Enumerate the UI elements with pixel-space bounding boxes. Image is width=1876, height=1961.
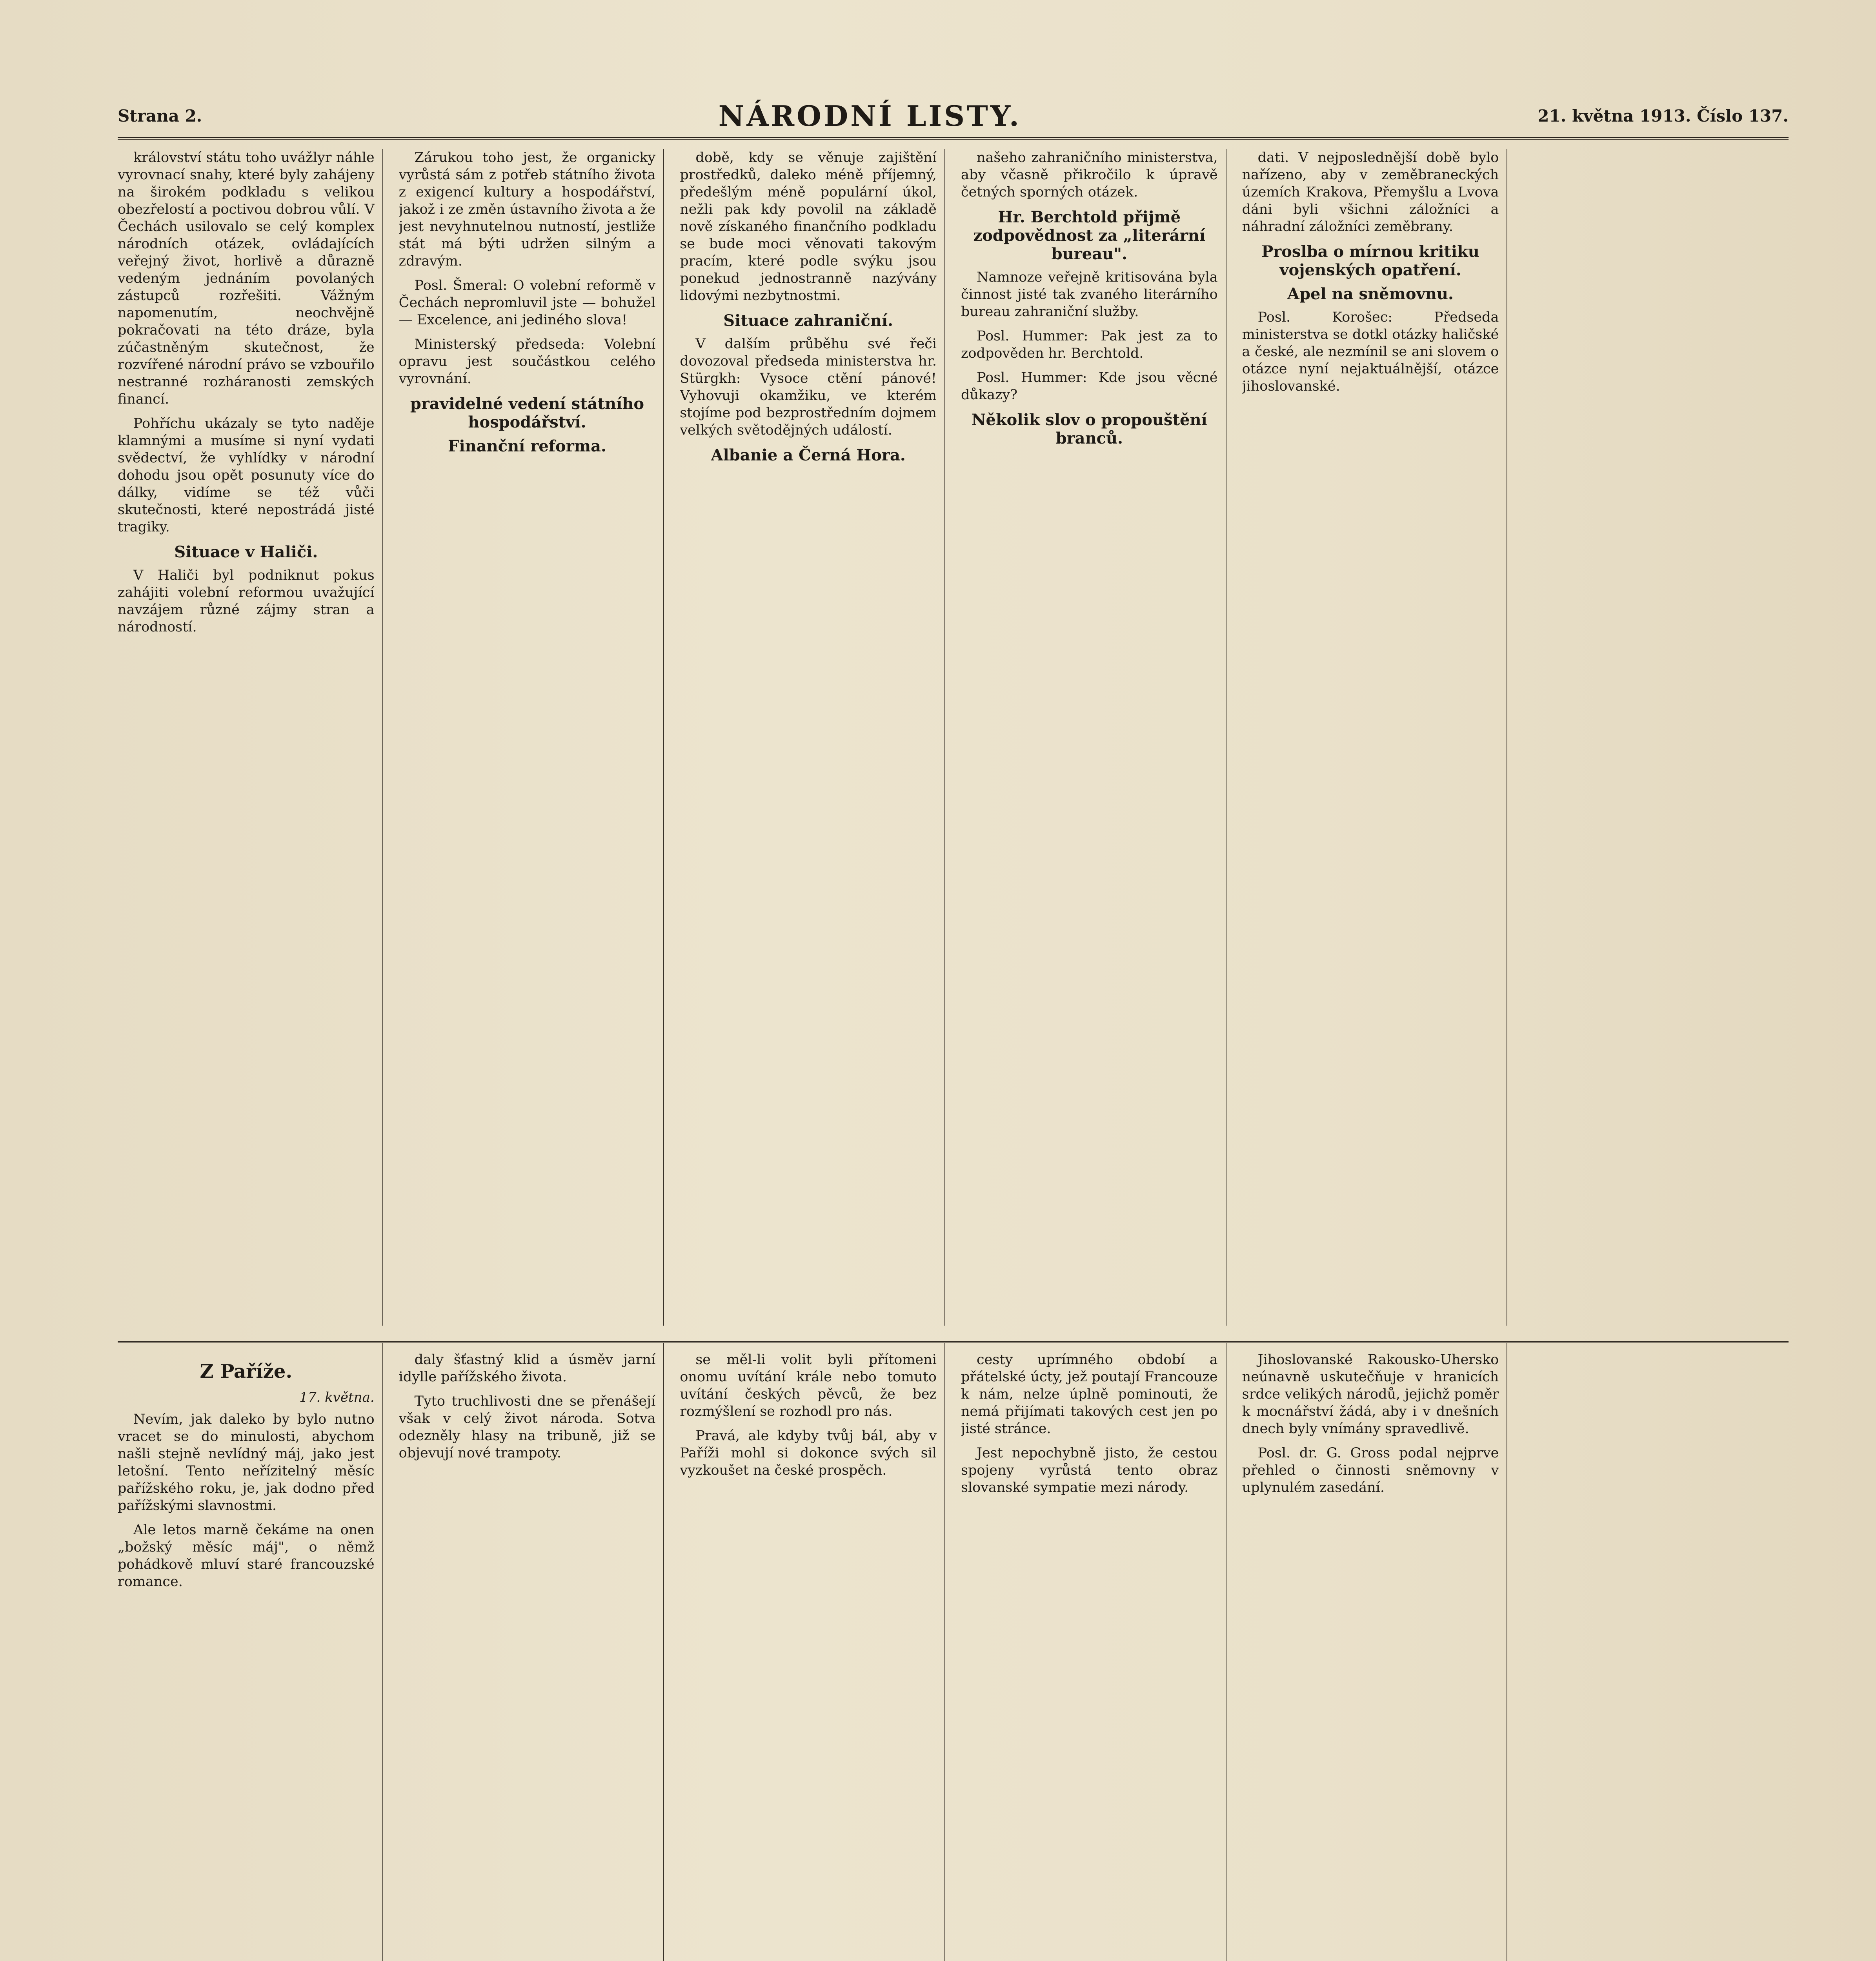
paragraph: Posl. Hummer: Kde jsou věcné důkazy? <box>961 370 1218 403</box>
paragraph: Ale letos marně čekáme na onen „božský měsíc máj", o němž pohádkově mluví staré francouzské romance. <box>118 1522 375 1590</box>
section-heading: Několik slov o propouštění branců. <box>971 411 1207 448</box>
section-heading: Hr. Berchtold přijmě zodpovědnost za „literární bureau". <box>973 208 1206 263</box>
lower-column-3 <box>680 1343 945 1961</box>
lower-column-2 <box>399 1343 664 1961</box>
column-1 <box>118 149 383 1326</box>
masthead <box>118 94 1789 140</box>
paragraph: Namnoze veřejně kritisována byla činnost jisté tak zvaného literárního bureau zahraniční služby. <box>961 269 1218 320</box>
paragraph: Ministerský předseda: Volební opravu jest součástkou celého vyrovnání. <box>398 337 656 387</box>
section-heading: Albanie a Černá Hora. <box>711 446 906 464</box>
column-6 <box>1523 149 1789 1326</box>
top-columns <box>118 149 1789 1326</box>
paragraph: Posl. Hummer: Pak jest za to zodpověden hr. Berchtold. <box>961 328 1218 361</box>
paragraph: Posl. Korošec: Předseda ministerstva se dotkl otázky haličské a české, ale nezmínil se ani slovem o otázce nyní nejaktuálnější, otázce jihoslovanské. <box>1242 309 1499 394</box>
dateline: 17. května. <box>299 1390 375 1405</box>
lower-column-1 <box>118 1343 383 1961</box>
paragraph: Posl. dr. G. Gross podal nejprve přehled o činnosti sněmovny v uplynulém zasedání. <box>1242 1445 1499 1495</box>
paragraph: království státu toho uvážlyr náhle vyrovnací snahy, které byly zahájeny na širokém podkladu s velikou obezřelostí a poctivou dobrou vůlí. V Čechách usilovalo se celý komplex národních otázek, ovládajících veřejný život, horlivě a důrazně vedeným jednáním povolaných zástupců rozřešiti. Vážným napomenutím, neochvějně pokračovati na této dráze, byla zúčastněným skutečnost, že rozvířené národní právo se vzbouřilo nestranné rozháranosti zemských financí. <box>118 150 375 407</box>
paragraph: V Haliči byl podniknut pokus zahájiti volební reformou uvažující navzájem různé zájmy stran a národností. <box>118 568 375 635</box>
issue-date: 21. května 1913. Číslo 137. <box>1538 106 1789 126</box>
section-heading: Finanční reforma. <box>448 437 606 455</box>
paragraph: cesty uprímného období a přátelské úcty, jež poutají Francouze k nám, nelze úplně pominouti, že nemá přijímati takových cest jen po jisté stránce. <box>961 1352 1218 1437</box>
paragraph: Zárukou toho jest, že organicky vyrůstá sám z potřeb státního života z exigencí kultury a hospodářství, jakož i ze změn ústavního života a že jest nevyhnutelnou nutností, jestliže stát má býti udržen silným a zdravým. <box>398 150 656 269</box>
paragraph: Jest nepochybně jisto, že cestou spojeny vyrůstá tento obraz slovanské sympatie mezi národy. <box>961 1445 1218 1495</box>
paragraph: Posl. Šmeral: O volební reformě v Čechách nepromluvil jste — bohužel — Excelence, ani jediného slova! <box>398 278 656 328</box>
section-heading: Apel na sněmovnu. <box>1287 285 1454 303</box>
lower-column-5 <box>1242 1343 1508 1961</box>
paragraph: Pravá, ale kdyby tvůj bál, aby v Paříži mohl si dokonce svých sil vyzkoušet na české prospěch. <box>680 1428 937 1478</box>
column-2 <box>399 149 664 1326</box>
lower-column-6 <box>1523 1343 1789 1961</box>
paragraph: Tyto truchlivosti dne se přenášejí však v celý život národa. Sotva odezněly hlasy na tribuně, již se objevují nové trampoty. <box>398 1393 656 1461</box>
paragraph: Nevím, jak daleko by bylo nutno vracet se do minulosti, abychom našli stejně nevlídný máj, jako jest letošní. Tento neřízitelný měsíc pařížského roku, je, jak dodno před pařížskými slavnostmi. <box>118 1412 375 1513</box>
section-heading: pravidelné vedení státního hospodářství. <box>410 395 644 431</box>
paragraph: se měl-li volit byli přítomeni onomu uvítání krále nebo tomuto uvítání českých pěvců, že bez rozmýšlení se rozhodl pro nás. <box>680 1352 937 1419</box>
paragraph: V dalším průběhu své řeči dovozoval předseda ministerstva hr. Stürgkh: Vysoce ctění pánové! Vyhovuji okamžiku, ve kterém stojíme pod bezprostředním dojmem velkých světodějných událostí. <box>680 336 937 438</box>
newspaper-title: NÁRODNÍ LISTY. <box>718 99 1021 133</box>
feuilleton-section <box>118 1341 1789 1961</box>
paragraph: Pohříchu ukázaly se tyto naděje klamnými a musíme si nyní vydati svědectví, že vyhlídky v národní dohodu jsou opět posunuty více do dálky, vidíme se též vůči skutečnosti, které nepostrádá jisté tragiky. <box>118 416 375 535</box>
section-heading: Situace v Haliči. <box>174 543 318 561</box>
paragraph: Jihoslovanské Rakousko-Uhersko neúnavně uskutečňuje v hranicích srdce velikých národů, jejichž poměr k mocnářství žádá, aby i v dnešních dnech byly vnímány spravedlivě. <box>1242 1352 1499 1437</box>
paragraph: době, kdy se věnuje zajištění prostředků, daleko méně příjemný, předešlým méně populární úkol, nežli pak kdy povolil na základě nově získaného finančního podkladu se bude moci věnovati takovým pracím, které podle svýku jsou ponekud jednostranně nazývány lidovými nezbytnostmi. <box>680 150 937 304</box>
lower-column-4 <box>961 1343 1226 1961</box>
article-title: Z Paříže. <box>200 1361 293 1383</box>
page-label: Strana 2. <box>118 106 202 126</box>
paragraph: daly šťastný klid a úsměv jarní idylle pařížského života. <box>398 1352 656 1385</box>
paragraph: dati. V nejposlednější době bylo nařízeno, aby v zeměbraneckých územích Krakova, Přemyšlu a Lvova dáni byli všichni záložníci a náhradní záložníci zeměbrany. <box>1242 150 1499 235</box>
paragraph: našeho zahraničního ministerstva, aby včasně přikročilo k úpravě četných sporných otázek. <box>961 150 1218 200</box>
section-heading: Situace zahraniční. <box>723 311 893 330</box>
column-5 <box>1242 149 1508 1326</box>
section-heading: Proslba o mírnou kritiku vojenských opatření. <box>1261 242 1479 279</box>
column-4 <box>961 149 1226 1326</box>
column-3 <box>680 149 945 1326</box>
